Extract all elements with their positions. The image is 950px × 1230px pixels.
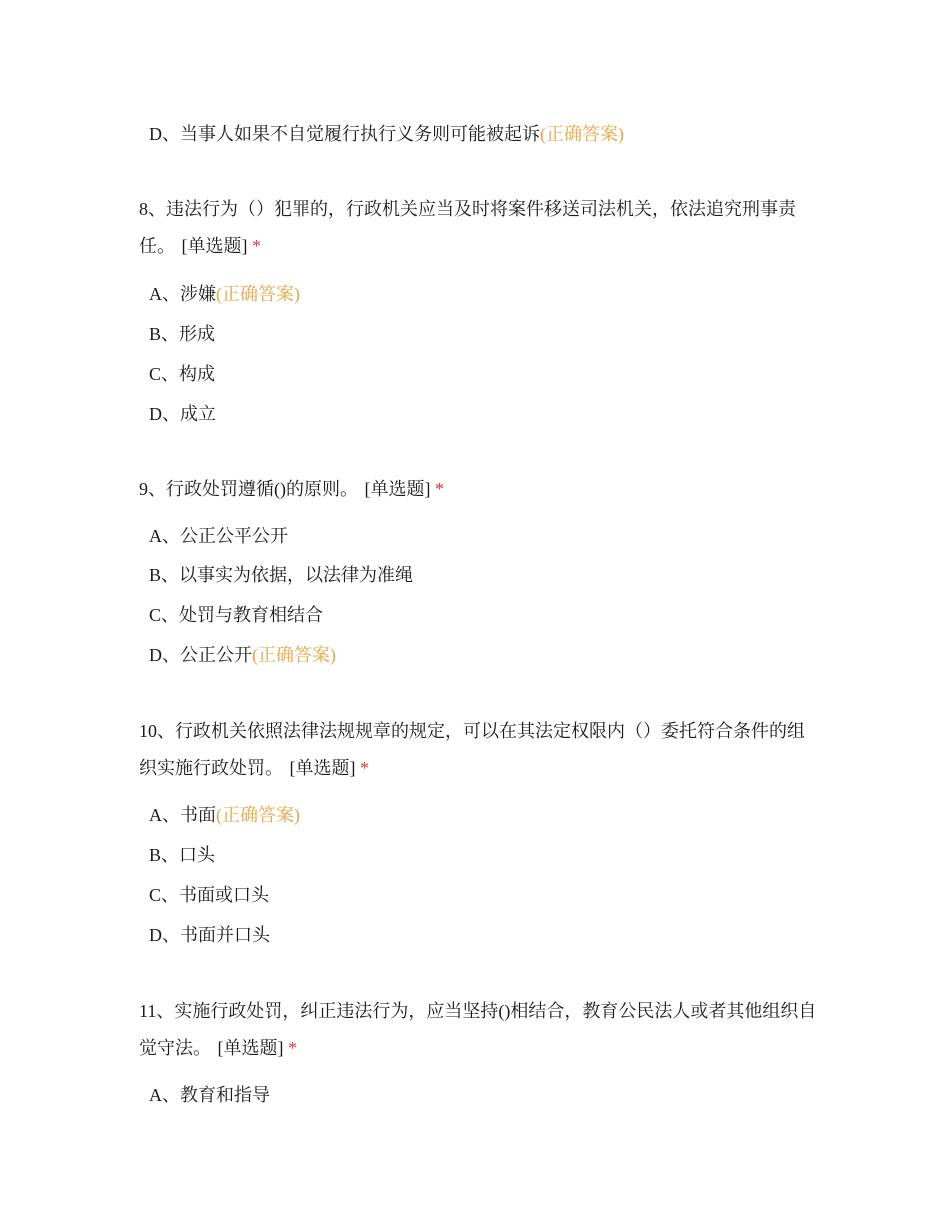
correct-answer-mark: (正确答案) [540,124,624,144]
question-type: [单选题] [181,236,248,256]
question-8-option-a [149,282,300,306]
option-text: D、公正公开 [149,645,252,665]
question-10-option-d [149,923,270,947]
correct-answer-mark: (正确答案) [216,284,300,304]
question-8-stem [139,191,819,265]
required-mark: * [288,1038,297,1058]
question-11-option-a [149,1083,270,1107]
option-text: B、以事实为依据，以法律为准绳 [149,565,414,585]
question-8-option-d [149,402,216,426]
question-type: [单选题] [217,1038,284,1058]
option-text: B、形成 [149,324,216,344]
question-type: [单选题] [364,479,431,499]
question-9-option-c [149,603,323,627]
required-mark: * [252,236,261,256]
option-text: C、构成 [149,364,216,384]
question-text: 9、行政处罚遵循()的原则。 [139,479,358,499]
option-text: B、口头 [149,845,216,865]
option-text: C、书面或口头 [149,885,270,905]
question-9-option-b [149,563,413,587]
option-text: D、当事人如果不自觉履行执行义务则可能被起诉 [149,124,540,144]
question-10-option-a [149,803,300,827]
question-text: 11、实施行政处罚，纠正违法行为，应当坚持()相结合，教育公民法人或者其他组织自觉守法。 [139,1001,817,1058]
option-text: A、公正公平公开 [149,526,288,546]
option-text: D、书面并口头 [149,925,270,945]
question-9-option-d [149,643,336,667]
correct-answer-mark: (正确答案) [216,805,300,825]
question-9-stem [139,471,819,508]
option-text: C、处罚与教育相结合 [149,605,324,625]
question-text: 10、行政机关依照法律法规规章的规定，可以在其法定权限内（）委托符合条件的组织实施行政处罚。 [139,721,805,778]
option-text: A、书面 [149,805,216,825]
question-8-option-b [149,322,215,346]
correct-answer-mark: (正确答案) [252,645,336,665]
question-8-option-c [149,362,215,386]
required-mark: * [360,758,369,778]
question-11-stem [139,993,819,1067]
option-text: D、成立 [149,404,216,424]
question-10-stem [139,713,819,787]
required-mark: * [435,479,444,499]
question-10-option-c [149,883,269,907]
question-10-option-b [149,843,215,867]
question-9-option-a [149,524,288,548]
option-text: A、涉嫌 [149,284,216,304]
option-text: A、教育和指导 [149,1085,270,1105]
question-type: [单选题] [289,758,356,778]
option-d-previous [149,122,624,146]
question-text: 8、违法行为（）犯罪的，行政机关应当及时将案件移送司法机关，依法追究刑事责任。 [139,199,796,256]
